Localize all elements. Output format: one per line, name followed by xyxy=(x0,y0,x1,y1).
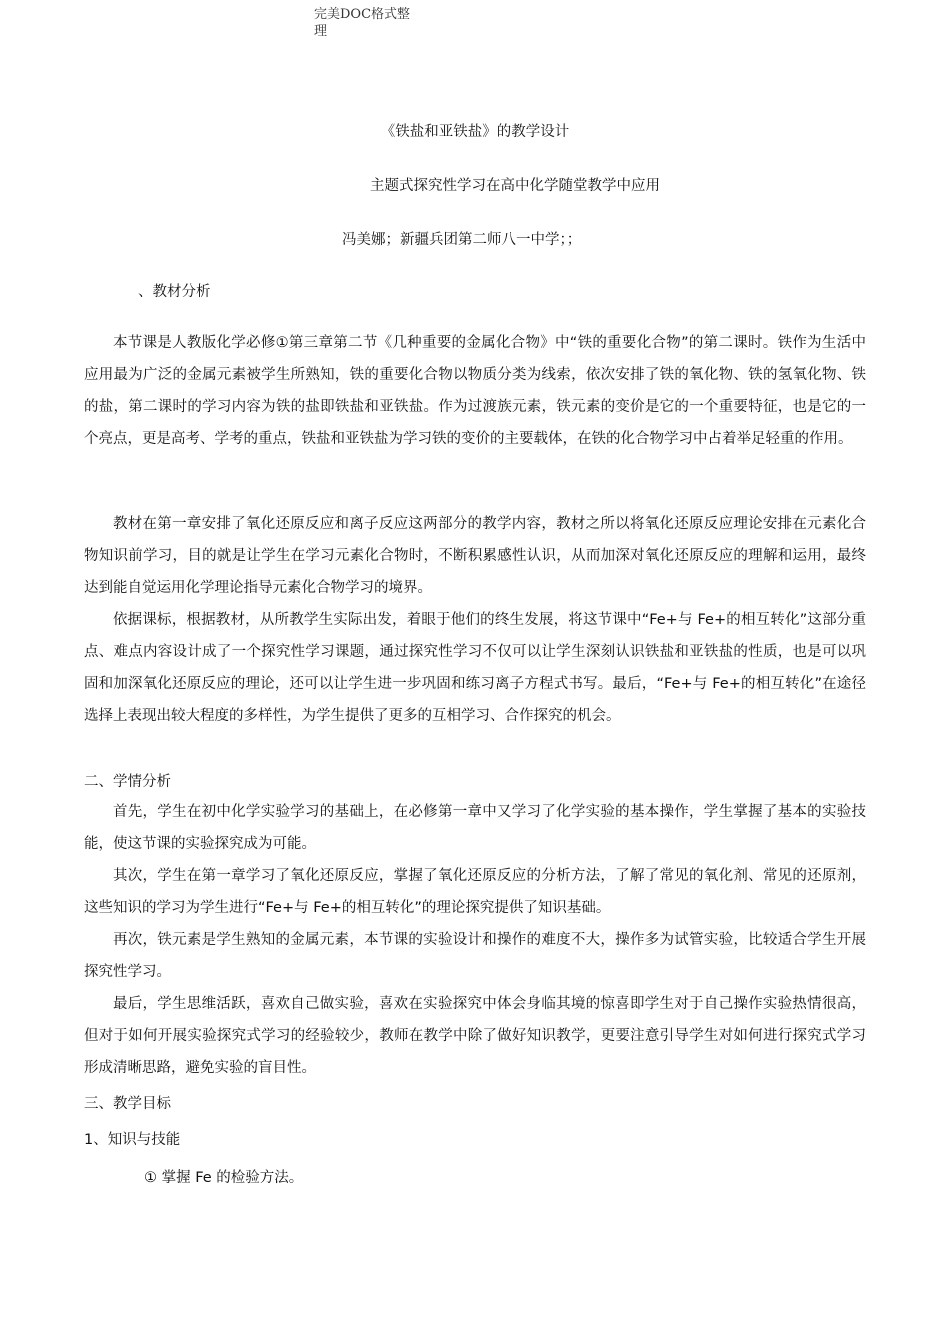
section-heading-2: 二、学情分析 xyxy=(84,774,171,790)
list-item-1: ① 掌握 Fe 的检验方法。 xyxy=(144,1170,304,1186)
paragraph-7: 最后，学生思维活跃，喜欢自己做实验，喜欢在实验探究中体会身临其境的惊喜即学生对于自己操作实验热情很高，但对于如何开展实验探究式学习的经验较少，教师在教学中除了做好知识教学，更要注意引导学生对如何进行探究式学习形成清晰思路，避免实验的盲目性。 xyxy=(84,996,866,1076)
paragraph-4: 首先，学生在初中化学实验学习的基础上，在必修第一章中又学习了化学实验的基本操作，学生掌握了基本的实验技能，使这节课的实验探究成为可能。 xyxy=(84,804,866,852)
header-line-1: 完美DOC格式整 xyxy=(314,7,411,22)
document-header xyxy=(314,6,424,40)
author-line: 冯美娜；新疆兵团第二师八一中学；； xyxy=(342,232,582,248)
document-title: 《铁盐和亚铁盐》的教学设计 xyxy=(380,124,570,140)
paragraph-1: 本节课是人教版化学必修①第三章第二节《几种重要的金属化合物》中“铁的重要化合物”的第二课时。铁作为生活中应用最为广泛的金属元素被学生所熟知，铁的重要化合物以物质分类为线索，依次安排了铁的氧化物、铁的氢氧化物、铁的盐，第二课时的学习内容为铁的盐即铁盐和亚铁盐。作为过渡族元素，铁元素的变价是它的一个重要特征，也是它的一个亮点，更是高考、学考的重点，铁盐和亚铁盐为学习铁的变价的主要载体，在铁的化合物学习中占着举足轻重的作用。 xyxy=(84,335,866,447)
paragraph-3: 依据课标，根据教材，从所教学生实际出发，着眼于他们的终生发展，将这节课中“Fe+与 Fe+的相互转化”这部分重点、难点内容设计成了一个探究性学习课题，通过探究性学习不仅可以让学生深刻认识铁盐和亚铁盐的性质，也是可以巩固和加深氧化还原反应的理论，还可以让学生进一步巩固和练习离子方程式书写。最后，“Fe+与 Fe+的相互转化”在途径选择上表现出较大程度的多样性，为学生提供了更多的互相学习、合作探究的机会。 xyxy=(84,612,866,724)
header-line-2: 理 xyxy=(314,24,328,39)
subsection-heading-1: 1、知识与技能 xyxy=(84,1132,181,1148)
section-heading-1: 、教材分析 xyxy=(138,284,211,300)
paragraph-6: 再次，铁元素是学生熟知的金属元素，本节课的实验设计和操作的难度不大，操作多为试管实验，比较适合学生开展探究性学习。 xyxy=(84,932,866,980)
paragraph-2: 教材在第一章安排了氧化还原反应和离子反应这两部分的教学内容，教材之所以将氧化还原反应理论安排在元素化合物知识前学习，目的就是让学生在学习元素化合物时，不断积累感性认识，从而加深对氧化还原反应的理解和运用，最终达到能自觉运用化学理论指导元素化合物学习的境界。 xyxy=(84,516,866,596)
document-subtitle: 主题式探究性学习在高中化学随堂教学中应用 xyxy=(370,178,660,194)
section-heading-3: 三、教学目标 xyxy=(84,1096,171,1112)
paragraph-5: 其次，学生在第一章学习了氧化还原反应，掌握了氧化还原反应的分析方法，了解了常见的氧化剂、常见的还原剂，这些知识的学习为学生进行“Fe+与 Fe+的相互转化”的理论探究提供了知识基础。 xyxy=(84,868,866,916)
